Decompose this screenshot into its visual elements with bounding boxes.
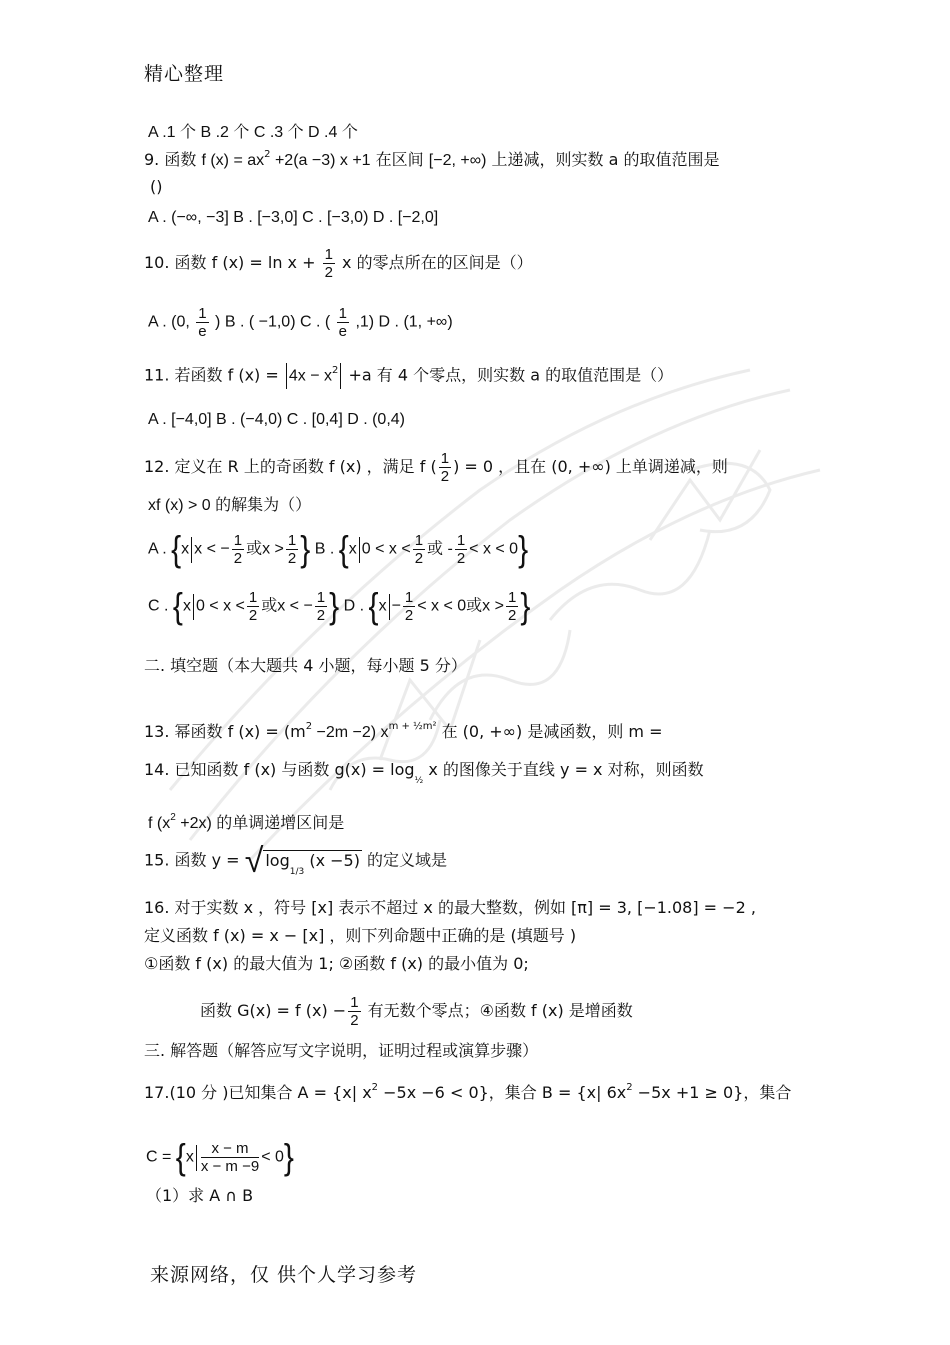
- q16-fraction: [348, 994, 360, 1029]
- half-den: 2: [404, 607, 414, 624]
- brace-close: }: [518, 529, 529, 569]
- q14-stem: [144, 760, 704, 786]
- q9-func-rest: +2(a −3) x +1: [270, 152, 371, 169]
- q17-line1: [144, 1083, 791, 1106]
- half-num: 1: [233, 532, 243, 549]
- q11-abs-content: 4x − x: [288, 367, 333, 385]
- q9-interval: [−2, +∞): [428, 152, 487, 169]
- q15-log: log: [265, 850, 290, 870]
- half-fraction: [403, 589, 415, 624]
- q12-optB-d: < x < 0: [469, 540, 519, 558]
- q15-stem: [144, 841, 448, 881]
- q11-lead: 11. 若函数 f (x) =: [144, 365, 279, 385]
- set-bar: [196, 1145, 197, 1171]
- q10-optC-num: 1: [338, 305, 347, 322]
- q10-frac-den: 2: [324, 264, 333, 281]
- q10-optC-den: e: [338, 323, 347, 340]
- q12-optC-label: C .: [148, 597, 169, 615]
- q12-optA-c: 或x >: [246, 540, 284, 558]
- q16-line4-pre: 函数 G(x) = f (x) −: [200, 1001, 347, 1020]
- q12-optA-label: A .: [148, 540, 167, 558]
- sqrt-icon: √: [244, 841, 264, 881]
- half-num: 1: [507, 589, 517, 606]
- q15-radicand: [263, 850, 362, 877]
- q10-optC-post: ,1) D . (1, +∞): [355, 313, 453, 331]
- q14-base: ½: [414, 776, 424, 786]
- q14-line2-pre: f (x: [148, 815, 171, 832]
- section-3-heading: 三. 解答题（解答应写文字说明，证明过程或演算步骤）: [144, 1041, 539, 1060]
- q10-optA-fraction: [196, 305, 208, 340]
- q13-stem: [144, 722, 663, 745]
- q12-options-ab: [148, 529, 529, 569]
- q9-mid: 在区间: [375, 150, 424, 169]
- brace-close: }: [329, 586, 340, 626]
- q13-lead: 13. 幂函数 f (x) = (m: [144, 722, 306, 741]
- q12-mid: ) = 0 ，且在 (0, +∞) 上单调递减，则: [453, 457, 728, 476]
- brace-open: {: [175, 1137, 186, 1177]
- brace-open: {: [368, 586, 379, 626]
- q10-lead: 10. 函数 f (x) = ln x +: [144, 253, 316, 272]
- set-bar: [359, 537, 360, 563]
- q12-optC-x: x: [182, 597, 191, 615]
- half-den: 2: [248, 607, 258, 624]
- q16-frac-den: 2: [350, 1012, 359, 1029]
- brace-close: }: [300, 529, 311, 569]
- q8-options: A .1 个 B .2 个 C .3 个 D .4 个: [148, 124, 358, 141]
- q10-optA-post: ) B . ( −1,0) C . (: [215, 313, 331, 331]
- brace-open: {: [338, 529, 349, 569]
- q17-c-fraction: [201, 1140, 259, 1175]
- half-den: 2: [456, 550, 466, 567]
- q12-optA-b: x < −: [194, 540, 230, 558]
- q12-optD-c: < x < 0或x >: [417, 597, 504, 615]
- q14-tail: x 的图像关于直线 y = x 对称，则函数: [423, 760, 704, 779]
- set-bar: [389, 594, 390, 620]
- q9-func-sup: 2: [264, 149, 271, 160]
- abs-bar-left: [286, 363, 287, 389]
- half-den: 2: [316, 607, 326, 624]
- q9-stem: [144, 150, 720, 173]
- q17-c-label: C =: [146, 1148, 172, 1166]
- q12-optB-label: B .: [314, 540, 335, 558]
- q12-optD-x: x: [378, 597, 387, 615]
- abs-bar-right: [340, 363, 341, 389]
- q12-optB-c: 或 -: [427, 540, 453, 558]
- half-den: 2: [507, 607, 517, 624]
- q9-lead: 9. 函数: [144, 150, 197, 169]
- q9-tail: 上递减，则实数 a 的取值范围是: [491, 150, 720, 169]
- q10-optC-fraction: [337, 305, 349, 340]
- q15-lead: 15. 函数 y =: [144, 850, 240, 870]
- q17-part1: （1）求 A ∩ B: [146, 1186, 254, 1205]
- q17-line1-pre: 17.(10 分 )已知集合 A = {x| x: [144, 1083, 372, 1102]
- q17-sup2: 2: [626, 1082, 633, 1093]
- half-den: 2: [414, 550, 424, 567]
- brace-open: {: [171, 529, 182, 569]
- q16-line4: [200, 994, 633, 1029]
- half-fraction: [286, 532, 298, 567]
- q11-abs-sup: 2: [332, 364, 339, 376]
- q10-optA-den: e: [198, 323, 207, 340]
- q14-line2-sup: 2: [170, 812, 176, 823]
- q17-c-num: x − m: [201, 1140, 259, 1158]
- half-num: 1: [404, 589, 414, 606]
- q12-optD-label: D .: [343, 597, 365, 615]
- half-fraction: [232, 532, 244, 567]
- half-den: 2: [287, 550, 297, 567]
- q12-optC-c: 或x < −: [261, 597, 313, 615]
- q10-optA-pre: A . (0,: [148, 313, 190, 331]
- q12-optB-b: 0 < x <: [361, 540, 411, 558]
- q12-stem: [144, 450, 728, 485]
- half-num: 1: [316, 589, 326, 606]
- q15-arg: (x −5): [304, 850, 360, 870]
- q16-line4-post: 有无数个零点；④函数 f (x) 是增函数: [362, 1001, 633, 1020]
- half-fraction: [455, 532, 467, 567]
- q15-base: 1/3: [289, 866, 305, 877]
- q11-stem: [144, 363, 673, 389]
- q13-sup: 2: [305, 721, 313, 732]
- q11-tail: +a 有 4 个零点，则实数 a 的取值范围是（）: [348, 365, 674, 385]
- q16-frac-num: 1: [350, 994, 359, 1011]
- q12-fraction: [439, 450, 451, 485]
- q17-c-den: x − m −9: [200, 1158, 260, 1175]
- q17-sup1: 2: [371, 1082, 379, 1093]
- brace-open: {: [172, 586, 183, 626]
- q14-line2-post: +2x) 的单调递增区间是: [175, 815, 345, 832]
- set-bar: [193, 594, 194, 620]
- section-2-heading: 二. 填空题（本大题共 4 小题，每小题 5 分）: [144, 656, 467, 675]
- q16-line3: ①函数 f (x) 的最大值为 1; ②函数 f (x) 的最小值为 0;: [144, 954, 529, 973]
- half-num: 1: [248, 589, 258, 606]
- page-header: 精心整理: [144, 63, 225, 85]
- q15-tail: 的定义域是: [367, 850, 448, 870]
- q12-options-cd: [148, 586, 531, 626]
- q14-line2: [148, 814, 344, 836]
- q17-c-x: x: [185, 1148, 194, 1166]
- brace-close: }: [283, 1137, 294, 1177]
- half-fraction: [413, 532, 425, 567]
- half-num: 1: [456, 532, 466, 549]
- q17-line1-mid: −5x −6 < 0}，集合 B = {x| 6x: [378, 1083, 627, 1102]
- q9-func-prefix: f (x) = ax: [201, 152, 265, 169]
- set-bar: [191, 537, 192, 563]
- q11-options: A . [−4,0] B . (−4,0) C . [0,4] D . (0,4): [148, 411, 405, 428]
- q12-optD-b: −: [391, 597, 401, 615]
- q16-line2: 定义函数 f (x) = x − [x] ，则下列命题中正确的是 (填题号 ): [144, 926, 577, 945]
- q14-lead: 14. 已知函数 f (x) 与函数 g(x) = log: [144, 760, 415, 779]
- q9-blank: (): [150, 177, 163, 196]
- q13-tail: 在 (0, +∞) 是减函数，则 m =: [441, 722, 663, 741]
- q13-mid: −2m −2) x: [312, 724, 389, 741]
- q16-line1: 16. 对于实数 x ，符号 [x] 表示不超过 x 的最大整数，例如 [π] = 3, [−1.08] = −2 ,: [144, 898, 756, 917]
- half-fraction: [315, 589, 327, 624]
- q10-stem: [144, 246, 533, 281]
- q12-frac-den: 2: [440, 468, 450, 485]
- q12-line2: xf (x) > 0 的解集为（）: [148, 497, 312, 514]
- q17-set-c: [146, 1137, 294, 1177]
- q9-options: A . (−∞, −3] B . [−3,0] C . [−3,0) D . [−2,0]: [148, 209, 439, 226]
- q17-c-tail: < 0: [261, 1148, 284, 1166]
- q13-exponent: m + ½m²: [388, 721, 437, 732]
- q12-optA-x: x: [181, 540, 190, 558]
- q12-optB-x: x: [348, 540, 357, 558]
- q17-line1-post: −5x +1 ≥ 0}，集合: [632, 1083, 792, 1102]
- q10-tail: x 的零点所在的区间是（）: [342, 253, 533, 272]
- q10-optA-num: 1: [198, 305, 207, 322]
- q10-options: [148, 305, 453, 340]
- q12-frac-num: 1: [440, 450, 450, 467]
- q10-frac-num: 1: [324, 246, 333, 263]
- half-fraction: [247, 589, 259, 624]
- q12-optC-b: 0 < x <: [195, 597, 245, 615]
- q10-fraction: [323, 246, 335, 281]
- page-footer: 来源网络，仅 供个人学习参考: [150, 1264, 418, 1286]
- half-den: 2: [233, 550, 243, 567]
- half-num: 1: [287, 532, 297, 549]
- brace-close: }: [520, 586, 531, 626]
- half-fraction: [506, 589, 518, 624]
- half-num: 1: [414, 532, 424, 549]
- q12-lead: 12. 定义在 R 上的奇函数 f (x) ，满足 f (: [144, 457, 437, 476]
